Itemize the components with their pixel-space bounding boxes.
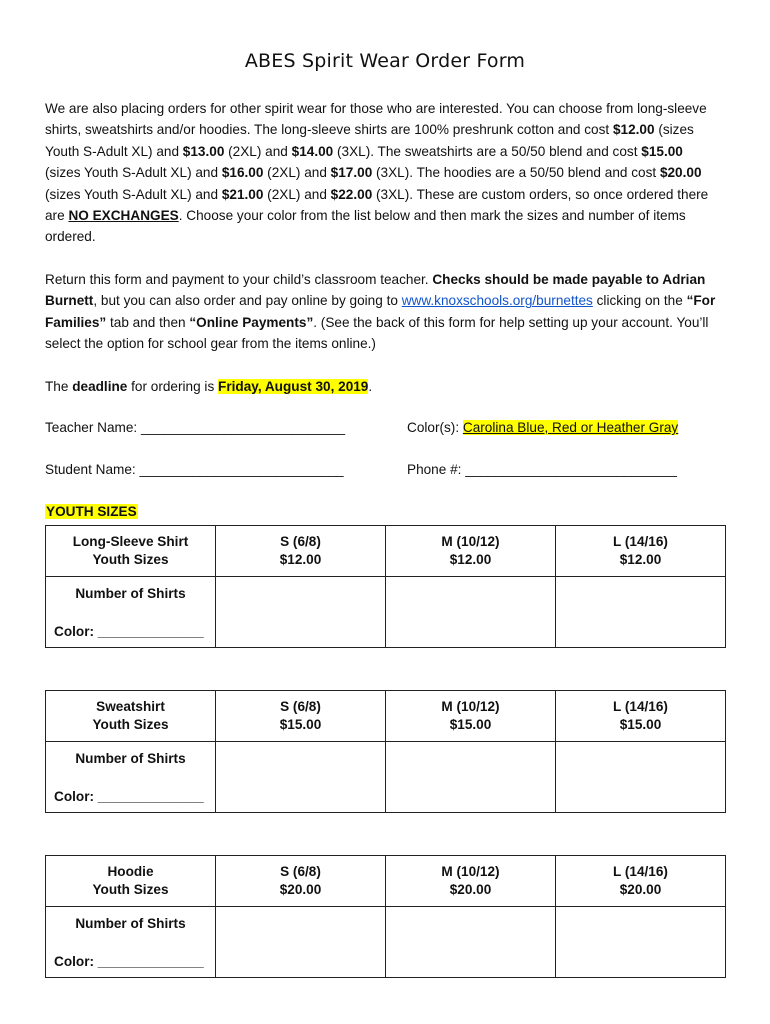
teacher-name-field[interactable]: Teacher Name: ___________________________ — [45, 420, 346, 435]
color-entry-field[interactable]: Color: ______________ — [54, 789, 204, 804]
intro-text: (sizes Youth S-Adult XL) and — [45, 122, 694, 159]
size-price-cell — [556, 691, 726, 742]
price-label: $20.00 — [449, 882, 492, 897]
quantity-label-cell — [46, 907, 216, 978]
return-text: clicking on the — [592, 293, 687, 309]
price: $16.00 — [221, 165, 264, 181]
quantity-input-small[interactable] — [216, 907, 386, 978]
item-name: Long-Sleeve Shirt — [72, 534, 189, 549]
deadline-label: deadline — [72, 379, 128, 394]
table-header-row — [46, 526, 726, 577]
item-name-cell — [46, 856, 216, 907]
intro-text: We are also placing orders for other spirit wear for those who are interested. You can choose from long-sleeve shirts, sweatshirts and/or hoodies. The long-sleeve shirts are 100% preshrunk cotton and cost — [45, 101, 707, 138]
price-label: $12.00 — [449, 552, 492, 567]
price-label: $15.00 — [449, 717, 492, 732]
number-of-shirts-label: Number of Shirts — [75, 751, 186, 766]
price-label: $12.00 — [619, 552, 662, 567]
quantity-input-large[interactable] — [556, 577, 726, 648]
return-text: tab and then — [106, 314, 190, 330]
size-price-cell — [216, 856, 386, 907]
size-label: L (14/16) — [613, 534, 668, 549]
price: $17.00 — [330, 165, 373, 181]
intro-paragraph — [45, 98, 717, 248]
size-price-cell — [386, 856, 556, 907]
for-families-tab-text: “For Families” — [45, 293, 716, 330]
intro-text: (3XL). These are custom orders, so once ordered there are — [45, 186, 709, 224]
item-size-group: Youth Sizes — [92, 552, 169, 567]
color-options-value: Carolina Blue, Red or Heather Gray — [462, 420, 679, 435]
size-label: S (6/8) — [280, 864, 321, 879]
return-text: Return this form and payment to your child’s classroom teacher. — [45, 272, 433, 287]
deadline-text: for ordering is — [127, 379, 219, 394]
intro-text: (3XL). The hoodies are a 50/50 blend and cost — [372, 165, 660, 181]
size-label: M (10/12) — [441, 699, 500, 714]
deadline-date: Friday, August 30, 2019 — [218, 379, 369, 394]
table-header-row — [46, 856, 726, 907]
intro-text: (2XL) and — [263, 186, 331, 202]
quantity-input-medium[interactable] — [386, 577, 556, 648]
quantity-input-small[interactable] — [216, 577, 386, 648]
deadline-line — [45, 376, 717, 397]
price-label: $12.00 — [279, 552, 322, 567]
long-sleeve-order-table — [45, 525, 726, 648]
size-price-cell — [556, 526, 726, 577]
price: $22.00 — [330, 186, 373, 202]
price: $21.00 — [221, 186, 264, 202]
deadline-text: . — [368, 379, 373, 394]
size-price-cell — [216, 526, 386, 577]
phone-field[interactable]: Phone #: ____________________________ — [407, 462, 677, 477]
size-label: L (14/16) — [613, 699, 668, 714]
size-price-cell — [386, 691, 556, 742]
price-label: $20.00 — [279, 882, 322, 897]
price-label: $20.00 — [619, 882, 662, 897]
online-payments-text: “Online Payments” — [189, 314, 314, 330]
quantity-label-cell — [46, 577, 216, 648]
intro-text: (2XL) and — [263, 165, 331, 181]
student-name-field[interactable]: Student Name: ___________________________ — [45, 462, 344, 477]
quantity-row — [46, 907, 726, 978]
quantity-input-medium[interactable] — [386, 742, 556, 813]
intro-text: . Choose your color from the list below and then mark the sizes and number of items ordered. — [45, 208, 686, 245]
intro-text: (sizes Youth S-Adult XL) and — [45, 165, 222, 181]
page-title: ABES Spirit Wear Order Form — [244, 50, 526, 72]
quantity-label-cell — [46, 742, 216, 813]
size-label: M (10/12) — [441, 534, 500, 549]
price-label: $15.00 — [279, 717, 322, 732]
sweatshirt-order-table — [45, 690, 726, 813]
hoodie-order-table — [45, 855, 726, 978]
no-exchanges-notice: NO EXCHANGES — [68, 208, 179, 224]
size-label: M (10/12) — [441, 864, 500, 879]
item-name-cell — [46, 691, 216, 742]
price: $13.00 — [182, 143, 225, 159]
color-entry-field[interactable]: Color: ______________ — [54, 624, 204, 639]
deadline-text: The — [45, 379, 73, 394]
number-of-shirts-label: Number of Shirts — [75, 916, 186, 931]
payment-website-link[interactable]: www.knoxschools.org/burnettes — [401, 293, 593, 309]
size-price-cell — [556, 856, 726, 907]
price: $15.00 — [641, 143, 683, 159]
quantity-input-large[interactable] — [556, 742, 726, 813]
return-instructions-paragraph — [45, 269, 717, 355]
table-header-row — [46, 691, 726, 742]
youth-sizes-heading: YOUTH SIZES — [46, 504, 137, 519]
size-label: L (14/16) — [613, 864, 668, 879]
size-label: S (6/8) — [280, 534, 321, 549]
price-label: $15.00 — [619, 717, 662, 732]
quantity-input-small[interactable] — [216, 742, 386, 813]
intro-text: (3XL). The sweatshirts are a 50/50 blend and cost — [333, 143, 642, 159]
color-options-line — [407, 420, 678, 435]
price: $20.00 — [659, 165, 702, 181]
return-text: . (See the back of this form for help setting up your account. You’ll select the option for school gear from the items online.) — [45, 314, 709, 352]
item-size-group: Youth Sizes — [92, 717, 169, 732]
size-price-cell — [386, 526, 556, 577]
quantity-row — [46, 577, 726, 648]
price: $12.00 — [612, 122, 655, 138]
item-name: Sweatshirt — [96, 699, 165, 714]
return-text: , but you can also order and pay online by going to — [93, 293, 402, 309]
item-name-cell — [46, 526, 216, 577]
item-name: Hoodie — [107, 864, 154, 879]
item-size-group: Youth Sizes — [92, 882, 169, 897]
intro-text: (sizes Youth S-Adult XL) and — [45, 186, 222, 202]
price: $14.00 — [291, 143, 334, 159]
color-entry-field[interactable]: Color: ______________ — [54, 954, 204, 969]
size-price-cell — [216, 691, 386, 742]
intro-text: (2XL) and — [224, 143, 292, 159]
size-label: S (6/8) — [280, 699, 321, 714]
quantity-input-large[interactable] — [556, 907, 726, 978]
payable-to-text: Checks should be made payable to Adrian Burnett — [45, 272, 706, 309]
quantity-row — [46, 742, 726, 813]
number-of-shirts-label: Number of Shirts — [75, 586, 186, 601]
color-options-label: Color(s): — [407, 420, 463, 435]
quantity-input-medium[interactable] — [386, 907, 556, 978]
